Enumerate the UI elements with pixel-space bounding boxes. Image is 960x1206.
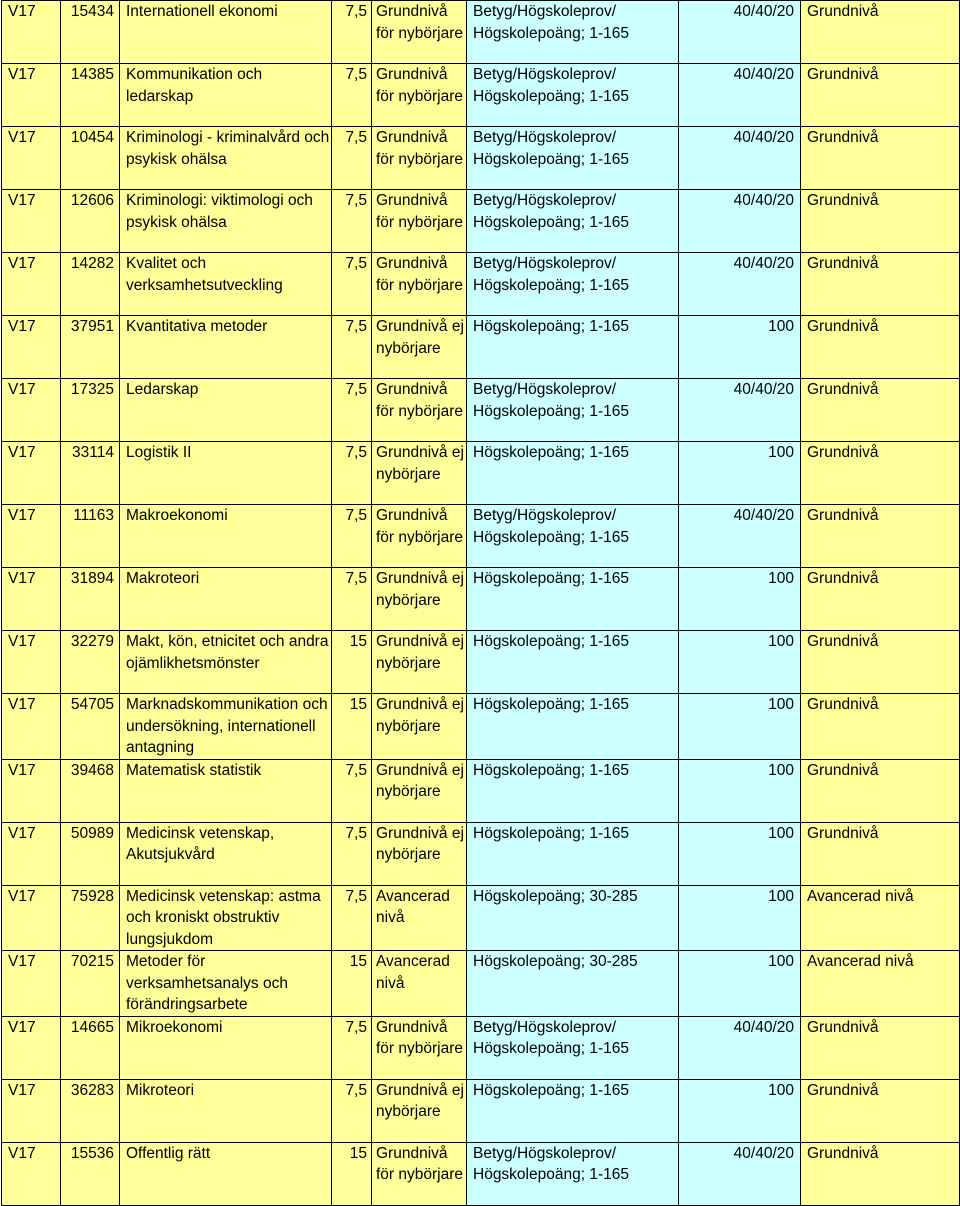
level-cell: Grundnivå ej nybörjare xyxy=(372,822,467,885)
level-cell: Avancerad nivå xyxy=(372,951,467,1017)
course-name-cell: Kriminologi: viktimologi och psykisk ohälsa xyxy=(120,190,332,253)
course-code-cell: 31894 xyxy=(61,568,120,631)
level-cell: Grundnivå ej nybörjare xyxy=(372,1079,467,1142)
level-cell: Grundnivå för nybörjare xyxy=(372,1016,467,1079)
credits-cell: 7,5 xyxy=(332,316,372,379)
course-name-cell: Makroteori xyxy=(120,568,332,631)
course-name-cell: Medicinsk vetenskap: astma och kroniskt obstruktiv lungsjukdom xyxy=(120,885,332,951)
course-code-cell: 15434 xyxy=(61,1,120,64)
points-cell: 100 xyxy=(679,694,801,760)
level-cell: Grundnivå ej nybörjare xyxy=(372,631,467,694)
course-name-cell: Kriminologi - kriminalvård och psykisk ohälsa xyxy=(120,127,332,190)
course-name-cell: Ledarskap xyxy=(120,379,332,442)
term-cell: V17 xyxy=(2,694,61,760)
course-code-cell: 33114 xyxy=(61,442,120,505)
level-cell: Grundnivå för nybörjare xyxy=(372,190,467,253)
course-code-cell: 11163 xyxy=(61,505,120,568)
requirements-cell: Högskolepoäng; 1-165 xyxy=(467,822,679,885)
points-cell: 40/40/20 xyxy=(679,1016,801,1079)
level-cell: Grundnivå ej nybörjare xyxy=(372,759,467,822)
cycle-cell: Grundnivå xyxy=(801,1079,960,1142)
credits-cell: 7,5 xyxy=(332,1079,372,1142)
level-cell: Grundnivå ej nybörjare xyxy=(372,694,467,760)
course-name-cell: Mikroekonomi xyxy=(120,1016,332,1079)
term-cell: V17 xyxy=(2,316,61,379)
course-row xyxy=(2,631,960,694)
points-cell: 100 xyxy=(679,822,801,885)
course-code-cell: 39468 xyxy=(61,759,120,822)
credits-cell: 7,5 xyxy=(332,568,372,631)
course-row xyxy=(2,694,960,760)
term-cell: V17 xyxy=(2,1079,61,1142)
course-code-cell: 14282 xyxy=(61,253,120,316)
credits-cell: 7,5 xyxy=(332,1016,372,1079)
credits-cell: 7,5 xyxy=(332,127,372,190)
points-cell: 100 xyxy=(679,759,801,822)
term-cell: V17 xyxy=(2,822,61,885)
requirements-cell: Högskolepoäng; 30-285 xyxy=(467,951,679,1017)
credits-cell: 15 xyxy=(332,951,372,1017)
course-name-cell: Marknadskommunikation och undersökning, internationell antagning xyxy=(120,694,332,760)
points-cell: 40/40/20 xyxy=(679,505,801,568)
course-name-cell: Makroekonomi xyxy=(120,505,332,568)
term-cell: V17 xyxy=(2,190,61,253)
term-cell: V17 xyxy=(2,951,61,1017)
points-cell: 100 xyxy=(679,316,801,379)
requirements-cell: Betyg/Högskoleprov/ Högskolepoäng; 1-165 xyxy=(467,505,679,568)
term-cell: V17 xyxy=(2,1,61,64)
course-row xyxy=(2,316,960,379)
course-name-cell: Logistik II xyxy=(120,442,332,505)
level-cell: Grundnivå för nybörjare xyxy=(372,127,467,190)
term-cell: V17 xyxy=(2,1016,61,1079)
course-code-cell: 12606 xyxy=(61,190,120,253)
course-row xyxy=(2,442,960,505)
credits-cell: 7,5 xyxy=(332,379,372,442)
course-row xyxy=(2,64,960,127)
level-cell: Grundnivå för nybörjare xyxy=(372,505,467,568)
credits-cell: 15 xyxy=(332,1142,372,1205)
level-cell: Grundnivå för nybörjare xyxy=(372,1,467,64)
course-code-cell: 36283 xyxy=(61,1079,120,1142)
cycle-cell: Grundnivå xyxy=(801,631,960,694)
course-row xyxy=(2,1016,960,1079)
requirements-cell: Högskolepoäng; 1-165 xyxy=(467,1079,679,1142)
requirements-cell: Högskolepoäng; 1-165 xyxy=(467,631,679,694)
course-code-cell: 75928 xyxy=(61,885,120,951)
course-code-cell: 37951 xyxy=(61,316,120,379)
course-name-cell: Offentlig rätt xyxy=(120,1142,332,1205)
course-row xyxy=(2,1,960,64)
level-cell: Grundnivå ej nybörjare xyxy=(372,316,467,379)
course-code-cell: 10454 xyxy=(61,127,120,190)
course-row xyxy=(2,253,960,316)
course-row xyxy=(2,1079,960,1142)
credits-cell: 7,5 xyxy=(332,759,372,822)
cycle-cell: Avancerad nivå xyxy=(801,951,960,1017)
term-cell: V17 xyxy=(2,379,61,442)
cycle-cell: Grundnivå xyxy=(801,568,960,631)
term-cell: V17 xyxy=(2,759,61,822)
course-row xyxy=(2,759,960,822)
course-code-cell: 14665 xyxy=(61,1016,120,1079)
course-code-cell: 50989 xyxy=(61,822,120,885)
level-cell: Avancerad nivå xyxy=(372,885,467,951)
credits-cell: 7,5 xyxy=(332,822,372,885)
points-cell: 40/40/20 xyxy=(679,190,801,253)
course-row xyxy=(2,1142,960,1205)
term-cell: V17 xyxy=(2,885,61,951)
points-cell: 40/40/20 xyxy=(679,379,801,442)
cycle-cell: Grundnivå xyxy=(801,1,960,64)
course-row xyxy=(2,822,960,885)
term-cell: V17 xyxy=(2,442,61,505)
requirements-cell: Högskolepoäng; 1-165 xyxy=(467,316,679,379)
course-code-cell: 70215 xyxy=(61,951,120,1017)
course-code-cell: 15536 xyxy=(61,1142,120,1205)
cycle-cell: Avancerad nivå xyxy=(801,885,960,951)
requirements-cell: Högskolepoäng; 30-285 xyxy=(467,885,679,951)
points-cell: 100 xyxy=(679,442,801,505)
course-table-body xyxy=(2,1,960,1206)
term-cell: V17 xyxy=(2,631,61,694)
level-cell: Grundnivå ej nybörjare xyxy=(372,568,467,631)
level-cell: Grundnivå för nybörjare xyxy=(372,253,467,316)
cycle-cell: Grundnivå xyxy=(801,694,960,760)
course-name-cell: Matematisk statistik xyxy=(120,759,332,822)
term-cell: V17 xyxy=(2,1142,61,1205)
credits-cell: 7,5 xyxy=(332,1,372,64)
requirements-cell: Betyg/Högskoleprov/ Högskolepoäng; 1-165 xyxy=(467,1016,679,1079)
cycle-cell: Grundnivå xyxy=(801,1016,960,1079)
requirements-cell: Betyg/Högskoleprov/ Högskolepoäng; 1-165 xyxy=(467,64,679,127)
course-code-cell: 14385 xyxy=(61,64,120,127)
course-name-cell: Kvantitativa metoder xyxy=(120,316,332,379)
credits-cell: 15 xyxy=(332,631,372,694)
credits-cell: 7,5 xyxy=(332,442,372,505)
points-cell: 40/40/20 xyxy=(679,1142,801,1205)
term-cell: V17 xyxy=(2,64,61,127)
course-row xyxy=(2,127,960,190)
cycle-cell: Grundnivå xyxy=(801,64,960,127)
points-cell: 40/40/20 xyxy=(679,64,801,127)
cycle-cell: Grundnivå xyxy=(801,127,960,190)
requirements-cell: Betyg/Högskoleprov/ Högskolepoäng; 1-165 xyxy=(467,1142,679,1205)
term-cell: V17 xyxy=(2,127,61,190)
course-name-cell: Kommunikation och ledarskap xyxy=(120,64,332,127)
requirements-cell: Betyg/Högskoleprov/ Högskolepoäng; 1-165 xyxy=(467,190,679,253)
cycle-cell: Grundnivå xyxy=(801,822,960,885)
points-cell: 100 xyxy=(679,885,801,951)
course-row xyxy=(2,885,960,951)
course-name-cell: Medicinsk vetenskap, Akutsjukvård xyxy=(120,822,332,885)
cycle-cell: Grundnivå xyxy=(801,379,960,442)
credits-cell: 7,5 xyxy=(332,505,372,568)
course-name-cell: Internationell ekonomi xyxy=(120,1,332,64)
credits-cell: 7,5 xyxy=(332,64,372,127)
cycle-cell: Grundnivå xyxy=(801,253,960,316)
credits-cell: 7,5 xyxy=(332,885,372,951)
requirements-cell: Betyg/Högskoleprov/ Högskolepoäng; 1-165 xyxy=(467,127,679,190)
cycle-cell: Grundnivå xyxy=(801,316,960,379)
points-cell: 100 xyxy=(679,631,801,694)
term-cell: V17 xyxy=(2,505,61,568)
cycle-cell: Grundnivå xyxy=(801,442,960,505)
course-name-cell: Mikroteori xyxy=(120,1079,332,1142)
course-row xyxy=(2,568,960,631)
credits-cell: 7,5 xyxy=(332,253,372,316)
course-row xyxy=(2,505,960,568)
points-cell: 40/40/20 xyxy=(679,127,801,190)
requirements-cell: Högskolepoäng; 1-165 xyxy=(467,442,679,505)
requirements-cell: Betyg/Högskoleprov/ Högskolepoäng; 1-165 xyxy=(467,1,679,64)
course-code-cell: 32279 xyxy=(61,631,120,694)
course-name-cell: Kvalitet och verksamhetsutveckling xyxy=(120,253,332,316)
requirements-cell: Betyg/Högskoleprov/ Högskolepoäng; 1-165 xyxy=(467,379,679,442)
level-cell: Grundnivå för nybörjare xyxy=(372,1142,467,1205)
cycle-cell: Grundnivå xyxy=(801,505,960,568)
course-row xyxy=(2,379,960,442)
credits-cell: 7,5 xyxy=(332,190,372,253)
cycle-cell: Grundnivå xyxy=(801,759,960,822)
term-cell: V17 xyxy=(2,253,61,316)
course-code-cell: 54705 xyxy=(61,694,120,760)
requirements-cell: Högskolepoäng; 1-165 xyxy=(467,568,679,631)
requirements-cell: Högskolepoäng; 1-165 xyxy=(467,759,679,822)
requirements-cell: Högskolepoäng; 1-165 xyxy=(467,694,679,760)
credits-cell: 15 xyxy=(332,694,372,760)
requirements-cell: Betyg/Högskoleprov/ Högskolepoäng; 1-165 xyxy=(467,253,679,316)
course-name-cell: Makt, kön, etnicitet och andra ojämlikhetsmönster xyxy=(120,631,332,694)
course-row xyxy=(2,951,960,1017)
points-cell: 40/40/20 xyxy=(679,253,801,316)
course-row xyxy=(2,190,960,253)
cycle-cell: Grundnivå xyxy=(801,190,960,253)
term-cell: V17 xyxy=(2,568,61,631)
cycle-cell: Grundnivå xyxy=(801,1142,960,1205)
points-cell: 100 xyxy=(679,1079,801,1142)
points-cell: 100 xyxy=(679,951,801,1017)
course-table xyxy=(1,0,960,1206)
course-name-cell: Metoder för verksamhetsanalys och förändringsarbete xyxy=(120,951,332,1017)
level-cell: Grundnivå ej nybörjare xyxy=(372,442,467,505)
points-cell: 40/40/20 xyxy=(679,1,801,64)
level-cell: Grundnivå för nybörjare xyxy=(372,379,467,442)
level-cell: Grundnivå för nybörjare xyxy=(372,64,467,127)
points-cell: 100 xyxy=(679,568,801,631)
course-code-cell: 17325 xyxy=(61,379,120,442)
